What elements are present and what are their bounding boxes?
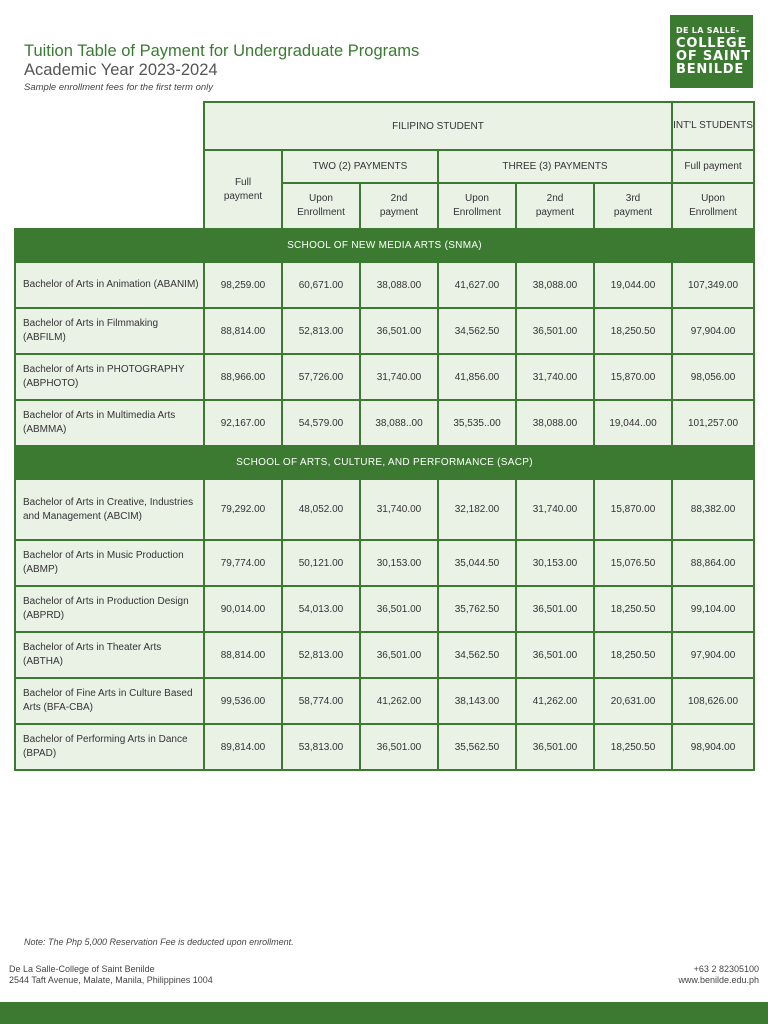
fee-cell: 31,740.00: [360, 479, 438, 540]
fee-cell: 31,740.00: [360, 354, 438, 400]
program-name: Bachelor of Fine Arts in Culture Based Arts (BFA-CBA): [15, 678, 204, 724]
fee-cell: 35,562.50: [438, 724, 516, 770]
fee-cell: 36,501.00: [516, 724, 594, 770]
fee-cell: 79,774.00: [204, 540, 282, 586]
table-body: [15, 229, 754, 770]
program-name: Bachelor of Arts in PHOTOGRAPHY (ABPHOTO): [15, 354, 204, 400]
section-title: SCHOOL OF ARTS, CULTURE, AND PERFORMANCE (SACP): [15, 446, 754, 479]
fee-cell: 36,501.00: [360, 308, 438, 354]
fee-cell: 98,904.00: [672, 724, 754, 770]
footer-address: 2544 Taft Avenue, Malate, Manila, Philippines 1004: [9, 975, 213, 985]
fee-cell: 92,167.00: [204, 400, 282, 446]
program-name: Bachelor of Arts in Animation (ABANIM): [15, 262, 204, 308]
table-row: [15, 724, 754, 770]
fee-cell: 88,382.00: [672, 479, 754, 540]
fee-cell: 58,774.00: [282, 678, 360, 724]
fee-cell: 35,762.50: [438, 586, 516, 632]
fee-cell: 98,259.00: [204, 262, 282, 308]
fee-cell: 36,501.00: [360, 586, 438, 632]
fee-cell: 57,726.00: [282, 354, 360, 400]
subheader: 2nd payment: [516, 183, 594, 229]
fee-cell: 79,292.00: [204, 479, 282, 540]
fee-cell: 52,813.00: [282, 632, 360, 678]
section-header-row: [15, 229, 754, 262]
subheader: Upon Enrollment: [438, 183, 516, 229]
fee-cell: 19,044.00: [594, 262, 672, 308]
fee-cell: 35,535..00: [438, 400, 516, 446]
table-row: [15, 678, 754, 724]
fee-cell: 108,626.00: [672, 678, 754, 724]
fee-cell: 20,631.00: [594, 678, 672, 724]
fee-cell: 36,501.00: [516, 308, 594, 354]
fee-cell: 18,250.50: [594, 308, 672, 354]
footer-address-block: [9, 964, 213, 986]
fee-cell: 97,904.00: [672, 308, 754, 354]
fee-cell: 38,088.00: [516, 400, 594, 446]
footer-contact-block: [678, 964, 759, 986]
footer-org: De La Salle-College of Saint Benilde: [9, 964, 155, 974]
fee-cell: 36,501.00: [516, 586, 594, 632]
fee-cell: 15,870.00: [594, 479, 672, 540]
fee-cell: 52,813.00: [282, 308, 360, 354]
reservation-note: Note: The Php 5,000 Reservation Fee is deducted upon enrollment.: [24, 937, 294, 947]
subheader: 2nd payment: [360, 183, 438, 229]
fee-cell: 18,250.50: [594, 632, 672, 678]
three-payments-header: THREE (3) PAYMENTS: [438, 150, 672, 183]
table-row: [15, 540, 754, 586]
caption: Sample enrollment fees for the first term only: [24, 82, 214, 93]
fee-cell: 18,250.50: [594, 724, 672, 770]
fee-cell: 88,864.00: [672, 540, 754, 586]
fee-cell: 31,740.00: [516, 354, 594, 400]
footer-bar: [0, 1002, 768, 1024]
fee-cell: 101,257.00: [672, 400, 754, 446]
fee-cell: 48,052.00: [282, 479, 360, 540]
fee-cell: 90,014.00: [204, 586, 282, 632]
fee-cell: 36,501.00: [516, 632, 594, 678]
filipino-student-header: FILIPINO STUDENT: [204, 102, 672, 150]
fee-cell: 15,076.50: [594, 540, 672, 586]
fee-cell: 35,044.50: [438, 540, 516, 586]
fee-cell: 89,814.00: [204, 724, 282, 770]
fee-cell: 36,501.00: [360, 724, 438, 770]
full-payment-header: Full payment: [204, 150, 282, 229]
program-name: Bachelor of Arts in Creative, Industries and Management (ABCIM): [15, 479, 204, 540]
fee-cell: 32,182.00: [438, 479, 516, 540]
table-row: [15, 586, 754, 632]
fee-cell: 30,153.00: [360, 540, 438, 586]
fee-cell: 15,870.00: [594, 354, 672, 400]
fee-cell: 30,153.00: [516, 540, 594, 586]
two-payments-header: TWO (2) PAYMENTS: [282, 150, 438, 183]
fee-cell: 41,262.00: [516, 678, 594, 724]
program-name: Bachelor of Arts in Theater Arts (ABTHA): [15, 632, 204, 678]
page-title: Tuition Table of Payment for Undergraduate Programs: [24, 42, 420, 60]
subheader: 3rd payment: [594, 183, 672, 229]
fee-cell: 31,740.00: [516, 479, 594, 540]
section-title: SCHOOL OF NEW MEDIA ARTS (SNMA): [15, 229, 754, 262]
fee-cell: 99,536.00: [204, 678, 282, 724]
fee-cell: 36,501.00: [360, 632, 438, 678]
fee-cell: 97,904.00: [672, 632, 754, 678]
header-blank: [15, 102, 204, 229]
program-name: Bachelor of Arts in Production Design (ABPRD): [15, 586, 204, 632]
fee-cell: 88,814.00: [204, 632, 282, 678]
fee-cell: 88,814.00: [204, 308, 282, 354]
fee-cell: 19,044..00: [594, 400, 672, 446]
fee-cell: 98,056.00: [672, 354, 754, 400]
fee-cell: 107,349.00: [672, 262, 754, 308]
academic-year: Academic Year 2023-2024: [24, 61, 218, 79]
fee-cell: 34,562.50: [438, 308, 516, 354]
fee-cell: 50,121.00: [282, 540, 360, 586]
table-row: [15, 308, 754, 354]
table-row: [15, 479, 754, 540]
intl-full-payment-header: Full payment: [672, 150, 754, 183]
subheader: Upon Enrollment: [282, 183, 360, 229]
table-row: [15, 400, 754, 446]
fee-cell: 18,250.50: [594, 586, 672, 632]
subheader: Upon Enrollment: [672, 183, 754, 229]
fee-cell: 54,579.00: [282, 400, 360, 446]
fee-cell: 54,013.00: [282, 586, 360, 632]
fee-cell: 41,627.00: [438, 262, 516, 308]
fee-cell: 88,966.00: [204, 354, 282, 400]
table-row: [15, 262, 754, 308]
document-header: [24, 42, 419, 93]
program-name: Bachelor of Arts in Multimedia Arts (ABMMA): [15, 400, 204, 446]
table-row: [15, 354, 754, 400]
college-logo: DE LA SALLE- COLLEGE OF SAINT BENILDE: [670, 15, 753, 88]
fee-cell: 38,088.00: [516, 262, 594, 308]
fee-cell: 34,562.50: [438, 632, 516, 678]
footer-phone: +63 2 82305100: [693, 964, 759, 974]
footer-website: www.benilde.edu.ph: [678, 975, 759, 985]
program-name: Bachelor of Arts in Filmmaking (ABFILM): [15, 308, 204, 354]
fee-cell: 41,262.00: [360, 678, 438, 724]
fee-cell: 38,088.00: [360, 262, 438, 308]
intl-students-header: INT'L STUDENTS: [672, 102, 754, 150]
fee-cell: 99,104.00: [672, 586, 754, 632]
fee-cell: 60,671.00: [282, 262, 360, 308]
fee-cell: 38,143.00: [438, 678, 516, 724]
program-name: Bachelor of Performing Arts in Dance (BPAD): [15, 724, 204, 770]
fee-cell: 53,813.00: [282, 724, 360, 770]
tuition-table: [14, 101, 755, 771]
fee-cell: 41,856.00: [438, 354, 516, 400]
program-name: Bachelor of Arts in Music Production (ABMP): [15, 540, 204, 586]
fee-cell: 38,088..00: [360, 400, 438, 446]
table-row: [15, 632, 754, 678]
section-header-row: [15, 446, 754, 479]
